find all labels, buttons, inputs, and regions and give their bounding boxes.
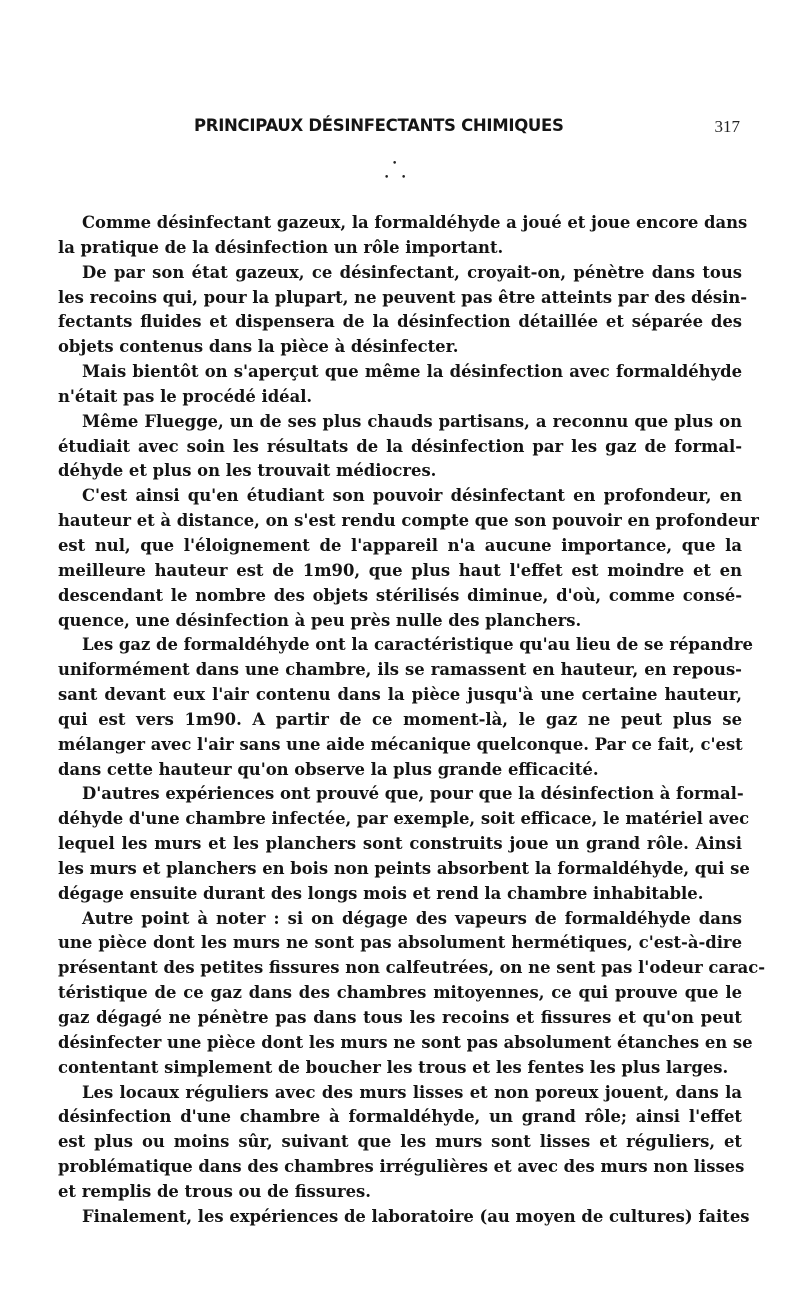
text-line: Même Fluegge, un de ses plus chauds partisans, a reconnu que plus on [82,411,742,431]
text-line: les recoins qui, pour la plupart, ne peuvent pas être atteints par des désin- [58,287,748,307]
text-line: téristique de ce gaz dans des chambres mitoyennes, ce qui prouve que le [58,983,742,1003]
text-line: n'était pas le procédé idéal. [58,386,313,406]
text-line: mélanger avec l'air sans une aide mécanique quelconque. Par ce fait, c'est [58,734,743,754]
text-line: désinfection d'une chambre à formaldéhyde, un grand rôle; ainsi l'effet [58,1107,742,1127]
text-line: déhyde d'une chambre infectée, par exemple, soit efficace, le matériel avec [58,809,750,829]
text-line: contentant simplement de boucher les trous et les fentes les plus larges. [58,1057,729,1077]
running-head [58,116,742,140]
text-line: qui est vers 1m90. A partir de ce moment-là, le gaz ne peut plus se [58,709,742,729]
text-line: D'autres expériences ont prouvé que, pour que la désinfection à formal- [82,784,744,804]
ornament-dot: • [401,173,407,183]
text-line: gaz dégagé ne pénètre pas dans tous les recoins et fissures et qu'on peut [58,1008,742,1027]
text-line: désinfecter une pièce dont les murs ne sont pas absolument étanches en se [58,1032,753,1052]
body-text [58,211,766,1230]
text-line: dans cette hauteur qu'on observe la plus grande efficacité. [58,759,599,779]
text-line: De par son état gazeux, ce désinfectant, croyait-on, pénètre dans tous [82,262,742,282]
text-line: objets contenus dans la pièce à désinfecter. [58,337,459,357]
text-line: et remplis de trous ou de fissures. [58,1181,371,1201]
text-line: Les locaux réguliers avec des murs lisses et non poreux jouent, dans la [82,1082,742,1102]
text-line: uniformément dans une chambre, ils se ramassent en hauteur, en repous- [58,660,742,680]
text-line: lequel les murs et les planchers sont construits joue un grand rôle. Ainsi [58,834,742,854]
text-line: meilleure hauteur est de 1m90, que plus haut l'effet est moindre et en [58,560,742,580]
text-line: Autre point à noter : si on dégage des vapeurs de formaldéhyde dans [82,908,742,928]
text-line: les murs et planchers en bois non peints absorbent la formaldéhyde, qui se [58,858,750,878]
ornament-dot: • [392,159,398,169]
text-line: est plus ou moins sûr, suivant que les murs sont lisses et réguliers, et [58,1132,742,1152]
text-line: problématique dans des chambres irrégulières et avec des murs non lisses [58,1157,745,1177]
text-line: Comme désinfectant gazeux, la formaldéhyde a joué et joue encore dans [82,213,748,232]
text-line: Finalement, les expériences de laboratoire (au moyen de cultures) faites [82,1206,750,1226]
text-line: Les gaz de formaldéhyde ont la caractéristique qu'au lieu de se répandre [82,635,753,655]
text-line: fectants fluides et dispensera de la désinfection détaillée et séparée des [58,312,742,332]
page-number: 317 [714,117,740,136]
text-line: hauteur et à distance, on s'est rendu compte que son pouvoir en profondeur [58,511,759,531]
text-line: dégage ensuite durant des longs mois et rend la chambre inhabitable. [58,883,704,903]
running-title: PRINCIPAUX DÉSINFECTANTS CHIMIQUES [194,116,564,135]
text-line: C'est ainsi qu'en étudiant son pouvoir désinfectant en profondeur, en [82,486,742,506]
text-line: sant devant eux l'air contenu dans la pièce jusqu'à une certaine hauteur, [58,685,742,705]
text-line: Mais bientôt on s'aperçut que même la désinfection avec formaldéhyde [82,362,742,382]
book-page [58,0,766,1304]
text-line: présentant des petites fissures non calfeutrées, on ne sent pas l'odeur carac- [58,958,766,978]
text-line: descendant le nombre des objets stérilisés diminue, d'où, comme consé- [58,585,742,605]
text-line: une pièce dont les murs ne sont pas absolument hermétiques, c'est-à-dire [58,933,742,953]
text-line: étudiait avec soin les résultats de la désinfection par les gaz de formal- [58,436,742,456]
section-ornament [376,160,416,194]
text-line: est nul, que l'éloignement de l'appareil n'a aucune importance, que la [58,535,742,555]
ornament-dot: • [384,173,390,183]
text-line: la pratique de la désinfection un rôle important. [58,237,504,257]
text-line: déhyde et plus on les trouvait médiocres. [58,461,437,481]
text-line: quence, une désinfection à peu près nulle des planchers. [58,610,582,630]
